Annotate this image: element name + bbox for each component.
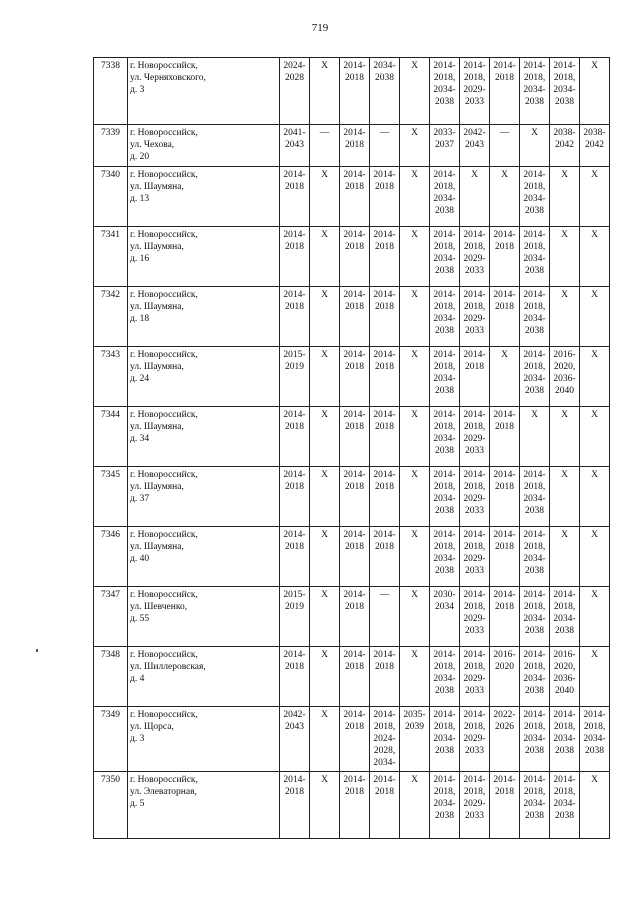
period-cell: 2042- 2043 xyxy=(460,125,490,167)
period-cell: 2014- 2018 xyxy=(370,227,400,287)
period-cell: 2014- 2018, 2029- 2033 xyxy=(460,772,490,839)
row-number: 7342 xyxy=(94,287,128,347)
period-cell: 2014- 2018, 2034- 2038 xyxy=(430,287,460,347)
period-cell: Х xyxy=(310,772,340,839)
period-cell: 2014- 2018, 2029- 2033 xyxy=(460,707,490,772)
address-line: г. Новороссийск, xyxy=(130,775,198,785)
period-cell: 2024- 2028 xyxy=(280,58,310,125)
period-cell: 2014- 2018, 2034- 2038 xyxy=(430,527,460,587)
period-cell: 2014- 2018 xyxy=(370,772,400,839)
period-cell: 2014- 2018 xyxy=(280,167,310,227)
address-line: ул. Чехова, xyxy=(130,140,175,150)
period-cell: Х xyxy=(580,58,610,125)
period-cell: 2014- 2018 xyxy=(490,587,520,647)
address-line: г. Новороссийск, xyxy=(130,410,198,420)
period-cell: 2016- 2020, 2036- 2040 xyxy=(550,347,580,407)
period-cell: 2016- 2020 xyxy=(490,647,520,707)
address-line: ул. Шаумяна, xyxy=(130,422,184,432)
period-cell: 2014- 2018, 2034- 2038 xyxy=(430,58,460,125)
period-cell: 2014- 2018 xyxy=(280,287,310,347)
address-cell xyxy=(128,772,280,839)
period-cell: 2035- 2039 xyxy=(400,707,430,772)
period-cell: 2014- 2018, 2034- 2038 xyxy=(430,167,460,227)
period-cell: 2014- 2018 xyxy=(340,772,370,839)
address-line: г. Новороссийск, xyxy=(130,650,198,660)
address-cell xyxy=(128,125,280,167)
period-cell: 2014- 2018 xyxy=(340,407,370,467)
period-cell: Х xyxy=(310,587,340,647)
period-cell: 2014- 2018 xyxy=(490,527,520,587)
row-number: 7348 xyxy=(94,647,128,707)
period-cell: Х xyxy=(400,347,430,407)
period-cell: 2014- 2018 xyxy=(490,58,520,125)
period-cell: 2014- 2018 xyxy=(280,227,310,287)
period-cell: Х xyxy=(580,287,610,347)
period-cell: 2014- 2018, 2034- 2038 xyxy=(550,587,580,647)
period-cell: 2014- 2018 xyxy=(340,587,370,647)
period-cell: 2014- 2018, 2024- 2028, 2034- xyxy=(370,707,400,772)
period-cell: 2014- 2018 xyxy=(340,227,370,287)
period-cell: Х xyxy=(400,167,430,227)
table-row xyxy=(94,58,610,125)
address-line: ул. Шаумяна, xyxy=(130,242,184,252)
period-cell: — xyxy=(310,125,340,167)
address-cell xyxy=(128,287,280,347)
period-cell: 2014- 2018 xyxy=(370,167,400,227)
period-cell: 2014- 2018, 2034- 2038 xyxy=(550,58,580,125)
period-cell: 2014- 2018, 2034- 2038 xyxy=(520,587,550,647)
period-cell: 2014- 2018, 2034- 2038 xyxy=(430,707,460,772)
period-cell: 2014- 2018, 2029- 2033 xyxy=(460,647,490,707)
period-cell: 2014- 2018 xyxy=(280,527,310,587)
period-cell: Х xyxy=(400,287,430,347)
address-line: ул. Шаумяна, xyxy=(130,482,184,492)
period-cell: 2014- 2018, 2034- 2038 xyxy=(520,527,550,587)
address-line: д. 3 xyxy=(130,734,145,744)
period-cell: 2014- 2018 xyxy=(490,772,520,839)
address-line: д. 5 xyxy=(130,799,145,809)
period-cell: Х xyxy=(580,527,610,587)
address-line: г. Новороссийск, xyxy=(130,230,198,240)
period-cell: Х xyxy=(490,347,520,407)
address-line: ул. Щорса, xyxy=(130,722,174,732)
period-cell: Х xyxy=(580,467,610,527)
period-cell: 2038- 2042 xyxy=(580,125,610,167)
address-line: д. 55 xyxy=(130,614,150,624)
period-cell: — xyxy=(490,125,520,167)
period-cell: Х xyxy=(400,527,430,587)
period-cell: Х xyxy=(400,647,430,707)
address-line: г. Новороссийск, xyxy=(130,350,198,360)
period-cell: 2014- 2018, 2034- 2038 xyxy=(520,58,550,125)
period-cell: 2014- 2018, 2034- 2038 xyxy=(580,707,610,772)
row-number: 7349 xyxy=(94,707,128,772)
period-cell: 2014- 2018 xyxy=(340,527,370,587)
period-cell: 2014- 2018 xyxy=(340,125,370,167)
period-cell: 2033- 2037 xyxy=(430,125,460,167)
period-cell: Х xyxy=(400,587,430,647)
row-number: 7344 xyxy=(94,407,128,467)
period-cell: Х xyxy=(310,167,340,227)
address-line: г. Новороссийск, xyxy=(130,61,198,71)
table-row xyxy=(94,527,610,587)
period-cell: 2014- 2018, 2034- 2038 xyxy=(520,772,550,839)
period-cell: Х xyxy=(400,58,430,125)
row-number: 7339 xyxy=(94,125,128,167)
table-row xyxy=(94,587,610,647)
period-cell: Х xyxy=(310,647,340,707)
period-cell: Х xyxy=(310,347,340,407)
period-cell: 2014- 2018, 2029- 2033 xyxy=(460,227,490,287)
period-cell: Х xyxy=(400,125,430,167)
table-row xyxy=(94,347,610,407)
table-row xyxy=(94,772,610,839)
period-cell: 2014- 2018 xyxy=(490,467,520,527)
address-cell xyxy=(128,167,280,227)
address-line: г. Новороссийск, xyxy=(130,530,198,540)
table-row xyxy=(94,647,610,707)
period-cell: Х xyxy=(490,167,520,227)
address-line: г. Новороссийск, xyxy=(130,170,198,180)
table-row xyxy=(94,407,610,467)
address-line: д. 24 xyxy=(130,374,150,384)
period-cell: 2015- 2019 xyxy=(280,587,310,647)
period-cell: 2014- 2018, 2034- 2038 xyxy=(520,347,550,407)
period-cell: — xyxy=(370,125,400,167)
period-cell: 2014- 2018 xyxy=(490,407,520,467)
period-cell: 2014- 2018, 2029- 2033 xyxy=(460,58,490,125)
period-cell: Х xyxy=(580,167,610,227)
address-line: ул. Шаумяна, xyxy=(130,302,184,312)
period-cell: 2014- 2018, 2034- 2038 xyxy=(430,647,460,707)
address-line: ул. Шаумяна, xyxy=(130,542,184,552)
period-cell: 2014- 2018 xyxy=(370,347,400,407)
address-line: д. 4 xyxy=(130,674,145,684)
period-cell: Х xyxy=(310,58,340,125)
address-line: г. Новороссийск, xyxy=(130,128,198,138)
period-cell: Х xyxy=(550,467,580,527)
period-cell: Х xyxy=(580,587,610,647)
period-cell: Х xyxy=(580,347,610,407)
period-cell: 2014- 2018, 2034- 2038 xyxy=(550,772,580,839)
period-cell: 2014- 2018, 2029- 2033 xyxy=(460,587,490,647)
row-number: 7341 xyxy=(94,227,128,287)
period-cell: 2014- 2018, 2034- 2038 xyxy=(520,167,550,227)
period-cell: Х xyxy=(310,527,340,587)
address-line: г. Новороссийск, xyxy=(130,590,198,600)
period-cell: 2041- 2043 xyxy=(280,125,310,167)
period-cell: 2014- 2018 xyxy=(370,287,400,347)
address-cell xyxy=(128,58,280,125)
row-number: 7347 xyxy=(94,587,128,647)
period-cell: 2014- 2018 xyxy=(490,287,520,347)
address-line: д. 18 xyxy=(130,314,150,324)
period-cell: 2014- 2018 xyxy=(490,227,520,287)
period-cell: 2014- 2018 xyxy=(340,347,370,407)
address-cell xyxy=(128,347,280,407)
register-table xyxy=(93,57,610,839)
period-cell: 2042- 2043 xyxy=(280,707,310,772)
period-cell: 2014- 2018, 2029- 2033 xyxy=(460,287,490,347)
period-cell: Х xyxy=(400,227,430,287)
table-row xyxy=(94,167,610,227)
period-cell: 2014- 2018, 2029- 2033 xyxy=(460,467,490,527)
period-cell: 2030- 2034 xyxy=(430,587,460,647)
period-cell: 2014- 2018, 2034- 2038 xyxy=(430,227,460,287)
period-cell: Х xyxy=(580,647,610,707)
address-line: д. 34 xyxy=(130,434,150,444)
period-cell: 2016- 2020, 2036- 2040 xyxy=(550,647,580,707)
period-cell: 2014- 2018, 2034- 2038 xyxy=(520,467,550,527)
table-row xyxy=(94,287,610,347)
stray-mark xyxy=(36,649,38,652)
table-row xyxy=(94,125,610,167)
period-cell: 2014- 2018 xyxy=(280,467,310,527)
period-cell: Х xyxy=(520,407,550,467)
period-cell: Х xyxy=(550,407,580,467)
address-line: ул. Элеваторная, xyxy=(130,787,197,797)
period-cell: 2038- 2042 xyxy=(550,125,580,167)
period-cell: Х xyxy=(310,467,340,527)
period-cell: Х xyxy=(310,227,340,287)
period-cell: 2014- 2018, 2034- 2038 xyxy=(520,227,550,287)
period-cell: 2034- 2038 xyxy=(370,58,400,125)
period-cell: Х xyxy=(550,527,580,587)
address-line: д. 13 xyxy=(130,194,150,204)
row-number: 7338 xyxy=(94,58,128,125)
table-row xyxy=(94,227,610,287)
period-cell: Х xyxy=(310,287,340,347)
period-cell: 2014- 2018, 2034- 2038 xyxy=(430,347,460,407)
period-cell: 2014- 2018 xyxy=(370,467,400,527)
address-line: д. 40 xyxy=(130,554,150,564)
period-cell: Х xyxy=(310,707,340,772)
address-cell xyxy=(128,707,280,772)
period-cell: 2014- 2018 xyxy=(280,407,310,467)
row-number: 7343 xyxy=(94,347,128,407)
address-line: ул. Шиллеровская, xyxy=(130,662,206,672)
period-cell: 2014- 2018, 2034- 2038 xyxy=(520,287,550,347)
period-cell: 2014- 2018 xyxy=(280,772,310,839)
address-cell xyxy=(128,407,280,467)
row-number: 7350 xyxy=(94,772,128,839)
address-line: г. Новороссийск, xyxy=(130,470,198,480)
period-cell: 2014- 2018, 2034- 2038 xyxy=(550,707,580,772)
period-cell: 2014- 2018, 2034- 2038 xyxy=(430,407,460,467)
address-cell xyxy=(128,587,280,647)
period-cell: — xyxy=(370,587,400,647)
period-cell: 2014- 2018 xyxy=(340,167,370,227)
period-cell: 2014- 2018 xyxy=(340,467,370,527)
period-cell: 2014- 2018 xyxy=(340,707,370,772)
period-cell: Х xyxy=(400,772,430,839)
period-cell: Х xyxy=(460,167,490,227)
period-cell: 2014- 2018, 2029- 2033 xyxy=(460,527,490,587)
address-line: ул. Черняховского, xyxy=(130,73,206,83)
page-number: 719 xyxy=(311,22,329,34)
period-cell: Х xyxy=(550,287,580,347)
row-number: 7345 xyxy=(94,467,128,527)
period-cell: 2014- 2018 xyxy=(280,647,310,707)
period-cell: Х xyxy=(580,407,610,467)
row-number: 7340 xyxy=(94,167,128,227)
address-cell xyxy=(128,647,280,707)
address-line: ул. Шаумяна, xyxy=(130,362,184,372)
period-cell: 2015- 2019 xyxy=(280,347,310,407)
address-line: ул. Шевченко, xyxy=(130,602,188,612)
period-cell: 2014- 2018, 2029- 2033 xyxy=(460,407,490,467)
period-cell: 2014- 2018 xyxy=(370,527,400,587)
address-line: д. 20 xyxy=(130,152,150,162)
period-cell: Х xyxy=(550,227,580,287)
period-cell: Х xyxy=(400,467,430,527)
period-cell: 2014- 2018 xyxy=(340,287,370,347)
period-cell: Х xyxy=(400,407,430,467)
period-cell: 2014- 2018 xyxy=(370,407,400,467)
period-cell: 2014- 2018, 2034- 2038 xyxy=(430,772,460,839)
period-cell: 2014- 2018, 2034- 2038 xyxy=(520,647,550,707)
period-cell: Х xyxy=(580,772,610,839)
address-line: д. 16 xyxy=(130,254,150,264)
address-line: д. 3 xyxy=(130,85,145,95)
period-cell: Х xyxy=(310,407,340,467)
period-cell: 2014- 2018 xyxy=(370,647,400,707)
address-line: г. Новороссийск, xyxy=(130,290,198,300)
period-cell: Х xyxy=(550,167,580,227)
address-line: ул. Шаумяна, xyxy=(130,182,184,192)
row-number: 7346 xyxy=(94,527,128,587)
period-cell: Х xyxy=(520,125,550,167)
period-cell: 2014- 2018 xyxy=(340,58,370,125)
address-cell xyxy=(128,227,280,287)
period-cell: 2022- 2026 xyxy=(490,707,520,772)
period-cell: Х xyxy=(580,227,610,287)
period-cell: 2014- 2018, 2034- 2038 xyxy=(520,707,550,772)
table-row xyxy=(94,707,610,772)
address-cell xyxy=(128,527,280,587)
period-cell: 2014- 2018, 2034- 2038 xyxy=(430,467,460,527)
period-cell: 2014- 2018 xyxy=(340,647,370,707)
address-cell xyxy=(128,467,280,527)
period-cell: 2014- 2018 xyxy=(460,347,490,407)
table-row xyxy=(94,467,610,527)
address-line: д. 37 xyxy=(130,494,150,504)
address-line: г. Новороссийск, xyxy=(130,710,198,720)
register-table-body xyxy=(94,58,610,839)
